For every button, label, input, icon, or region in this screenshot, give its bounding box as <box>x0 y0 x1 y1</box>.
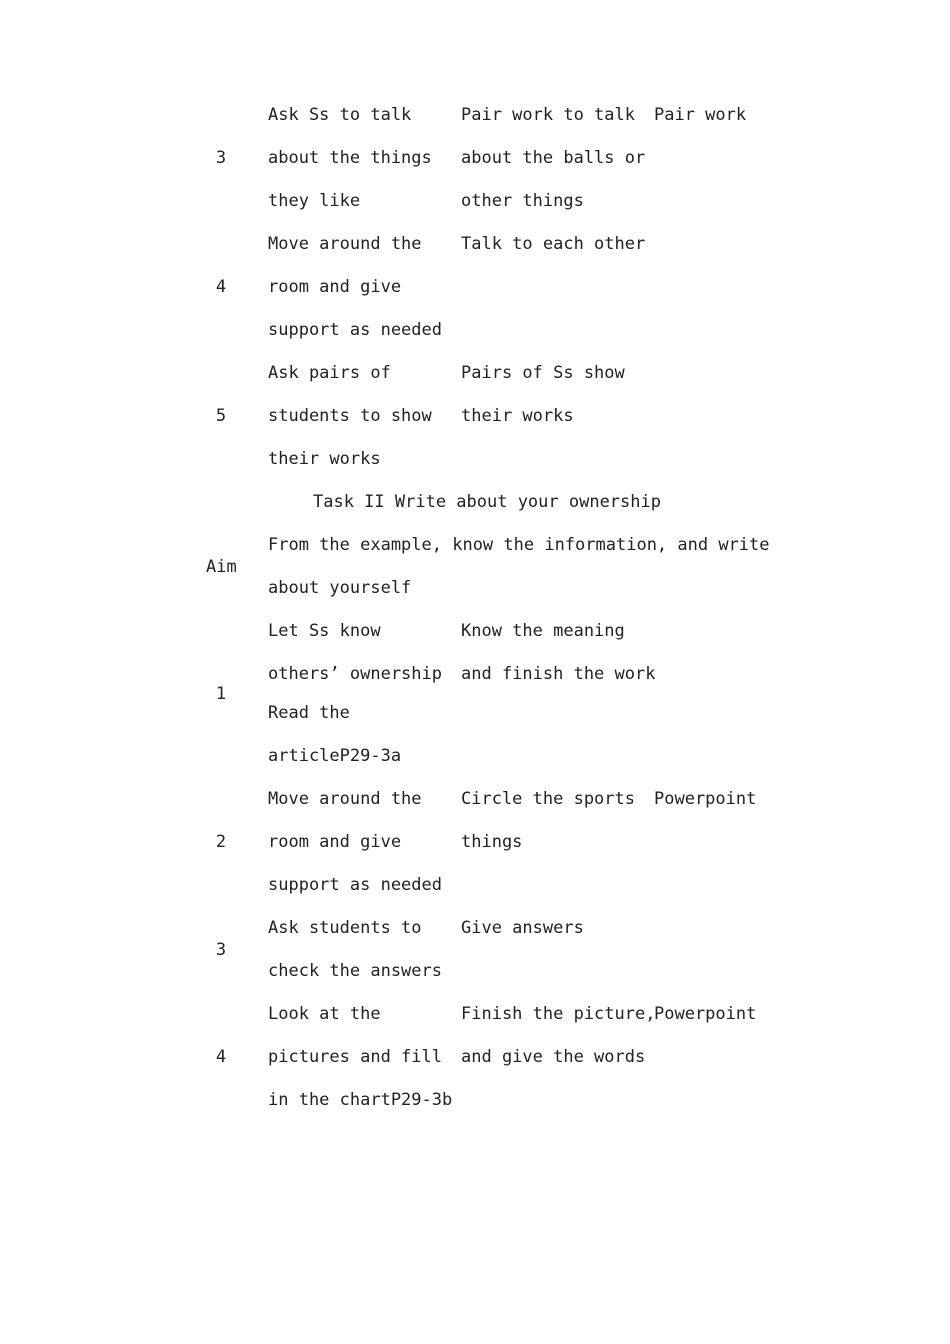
teacher-activity-line: others’ ownership <box>268 664 442 684</box>
task-title: Task II Write about your ownership <box>313 492 661 512</box>
student-activity-line: other things <box>461 191 584 211</box>
teacher-activity-line: Read the <box>268 703 350 723</box>
aim-text-line: about yourself <box>268 578 412 598</box>
teacher-activity-line: Move around the <box>268 789 422 809</box>
teacher-activity-line: Ask pairs of <box>268 363 391 383</box>
teacher-activity-line: Ask Ss to talk <box>268 105 412 125</box>
interaction-mode: Powerpoint <box>654 789 757 809</box>
interaction-mode: Pair work <box>654 105 747 125</box>
teacher-activity-line: Let Ss know <box>268 621 381 641</box>
step-number: 4 <box>215 1047 227 1067</box>
interaction-mode: Powerpoint <box>654 1004 757 1024</box>
student-activity-line: about the balls or <box>461 148 646 168</box>
teacher-activity-line: about the things <box>268 148 432 168</box>
aim-label: Aim <box>206 557 237 577</box>
teacher-activity-line: room and give <box>268 277 402 297</box>
step-number: 4 <box>215 277 227 297</box>
teacher-activity-line: support as needed <box>268 875 442 895</box>
teacher-activity-line: Look at the <box>268 1004 381 1024</box>
step-number: 3 <box>215 148 227 168</box>
student-activity-line: Circle the sports <box>461 789 635 809</box>
teacher-activity-line: articleP29-3a <box>268 746 402 766</box>
student-activity-line: Talk to each other <box>461 234 646 254</box>
teacher-activity-line: check the answers <box>268 961 442 981</box>
teacher-activity-line: students to show <box>268 406 432 426</box>
teacher-activity-line: they like <box>268 191 361 211</box>
teacher-activity-line: pictures and fill <box>268 1047 442 1067</box>
step-number: 1 <box>215 684 227 704</box>
teacher-activity-line: room and give <box>268 832 402 852</box>
teacher-activity-line: Ask students to <box>268 918 422 938</box>
student-activity-line: and give the words <box>461 1047 646 1067</box>
student-activity-line: and finish the work <box>461 664 656 684</box>
student-activity-line: Give answers <box>461 918 584 938</box>
student-activity-line: Know the meaning <box>461 621 625 641</box>
teacher-activity-line: their works <box>268 449 381 469</box>
step-number: 5 <box>215 406 227 426</box>
student-activity-line: things <box>461 832 523 852</box>
step-number: 2 <box>215 832 227 852</box>
student-activity-line: Pairs of Ss show <box>461 363 625 383</box>
step-number: 3 <box>215 940 227 960</box>
teacher-activity-line: in the chartP29-3b <box>268 1090 453 1110</box>
student-activity-line: Pair work to talk <box>461 105 635 125</box>
student-activity-line: Finish the picture, <box>461 1004 656 1024</box>
teacher-activity-line: Move around the <box>268 234 422 254</box>
aim-text-line: From the example, know the information, and write <box>268 535 770 555</box>
teacher-activity-line: support as needed <box>268 320 442 340</box>
student-activity-line: their works <box>461 406 574 426</box>
